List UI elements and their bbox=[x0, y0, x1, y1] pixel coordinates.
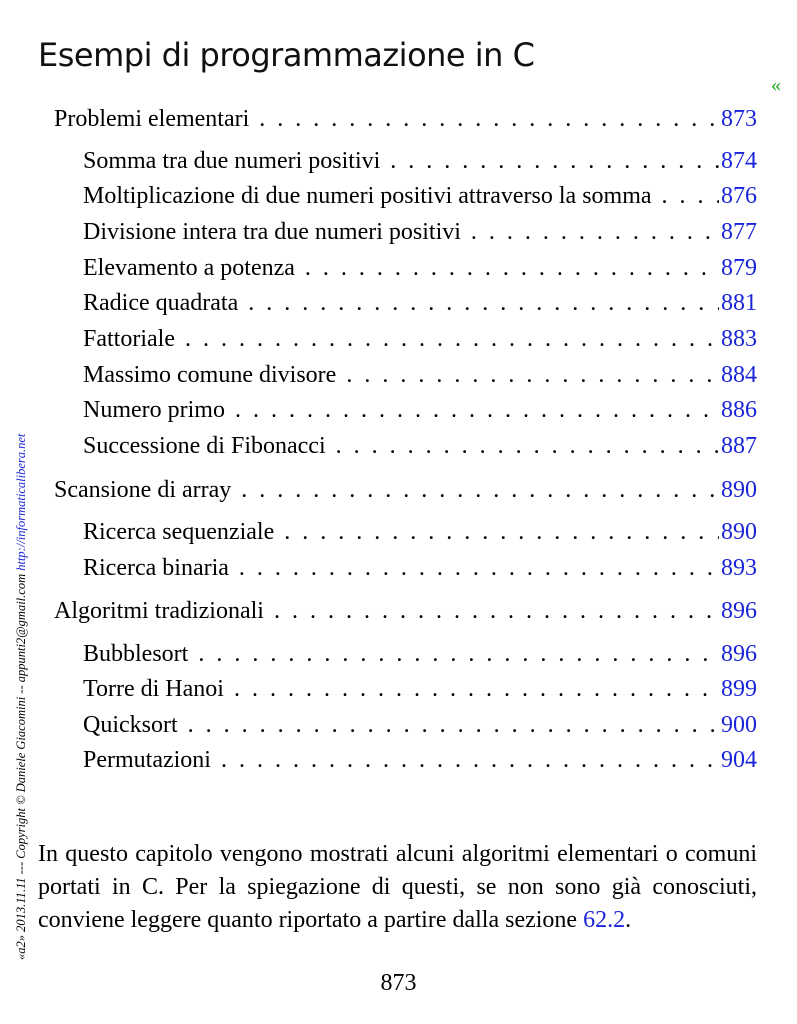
toc-entry-label: Bubblesort bbox=[83, 641, 189, 667]
toc-page-link[interactable]: 881 bbox=[721, 290, 757, 316]
page-number: 873 bbox=[380, 970, 417, 996]
toc-page-link[interactable]: 877 bbox=[721, 219, 757, 245]
toc-entry-bubblesort[interactable] bbox=[83, 639, 757, 669]
toc-page-link[interactable]: 899 bbox=[721, 676, 757, 702]
toc-entry-permutazioni[interactable] bbox=[83, 745, 757, 775]
toc-page-link[interactable]: 893 bbox=[721, 555, 757, 581]
toc-entry-fibonacci[interactable] bbox=[83, 431, 757, 461]
copyright-side-note bbox=[14, 434, 29, 960]
toc-page-link[interactable]: 874 bbox=[721, 148, 757, 174]
toc-entry-label: Massimo comune divisore bbox=[83, 362, 337, 388]
toc-entry-label: Numero primo bbox=[83, 397, 225, 423]
toc-page-link[interactable]: 900 bbox=[721, 712, 757, 738]
toc-entry-label: Ricerca sequenziale bbox=[83, 519, 275, 545]
toc-dot-leader bbox=[198, 639, 719, 669]
toc-entry-divisione-intera[interactable] bbox=[83, 217, 757, 247]
toc-dot-leader bbox=[239, 553, 719, 583]
toc-dot-leader bbox=[185, 324, 719, 354]
toc-entry-scansione-array[interactable] bbox=[54, 475, 757, 505]
toc-dot-leader bbox=[235, 395, 719, 425]
toc-page-link[interactable]: 890 bbox=[721, 519, 757, 545]
website-link[interactable]: http://informaticalibera.net bbox=[14, 433, 28, 571]
toc-entry-numero-primo[interactable] bbox=[83, 395, 757, 425]
toc-entry-torre-hanoi[interactable] bbox=[83, 674, 757, 704]
toc-dot-leader bbox=[336, 431, 719, 461]
toc-page-link[interactable]: 873 bbox=[721, 106, 757, 132]
toc-entry-label: Radice quadrata bbox=[83, 290, 239, 316]
toc-dot-leader bbox=[241, 475, 719, 505]
toc-entry-label: Moltiplicazione di due numeri positivi attraverso la somma bbox=[83, 183, 652, 209]
toc-entry-label: Elevamento a potenza bbox=[83, 255, 295, 281]
toc-entry-quicksort[interactable] bbox=[83, 710, 757, 740]
toc-page-link[interactable]: 883 bbox=[721, 326, 757, 352]
toc-dot-leader bbox=[662, 181, 719, 211]
toc-page-link[interactable]: 904 bbox=[721, 747, 757, 773]
toc-entry-algoritmi-tradizionali[interactable] bbox=[54, 596, 757, 626]
toc-entry-ricerca-binaria[interactable] bbox=[83, 553, 757, 583]
toc-dot-leader bbox=[305, 253, 719, 283]
toc-dot-leader bbox=[259, 104, 719, 134]
toc-entry-massimo-comune-divisore[interactable] bbox=[83, 360, 757, 390]
toc-entry-label: Problemi elementari bbox=[54, 106, 250, 132]
toc-dot-leader bbox=[471, 217, 719, 247]
toc-entry-label: Successione di Fibonacci bbox=[83, 433, 326, 459]
section-link[interactable]: 62.2 bbox=[583, 907, 626, 933]
toc-entry-label: Permutazioni bbox=[83, 747, 211, 773]
toc-dot-leader bbox=[221, 745, 719, 775]
toc-entry-ricerca-sequenziale[interactable] bbox=[83, 517, 757, 547]
toc-entry-label: Algoritmi tradizionali bbox=[54, 598, 264, 624]
toc-dot-leader bbox=[390, 146, 719, 176]
toc-page-link[interactable]: 886 bbox=[721, 397, 757, 423]
toc-entry-label: Quicksort bbox=[83, 712, 178, 738]
copyright-text: «a2» 2013.11.11 --- Copyright © Daniele Giacomini -- appunti2@gmail.com bbox=[14, 570, 28, 960]
toc-entry-fattoriale[interactable] bbox=[83, 324, 757, 354]
toc-dot-leader bbox=[274, 596, 719, 626]
toc-page-link[interactable]: 876 bbox=[721, 183, 757, 209]
back-link[interactable]: « bbox=[771, 74, 781, 96]
toc-entry-label: Somma tra due numeri positivi bbox=[83, 148, 381, 174]
intro-end: . bbox=[625, 907, 632, 933]
toc-entry-moltiplicazione[interactable] bbox=[83, 181, 757, 211]
chapter-title: Esempi di programmazione in C bbox=[38, 36, 535, 74]
toc-page-link[interactable]: 879 bbox=[721, 255, 757, 281]
toc-entry-label: Scansione di array bbox=[54, 477, 232, 503]
toc-entry-label: Torre di Hanoi bbox=[83, 676, 224, 702]
toc-page-link[interactable]: 896 bbox=[721, 641, 757, 667]
intro-paragraph bbox=[38, 838, 757, 937]
toc-page-link[interactable]: 887 bbox=[721, 433, 757, 459]
toc-page-link[interactable]: 890 bbox=[721, 477, 757, 503]
toc-page-link[interactable]: 884 bbox=[721, 362, 757, 388]
intro-text: In questo capitolo vengono mostrati alcuni algoritmi elementari o comuni portati in C. Per la spiegazione di questi, se non sono già conosciuti, conviene leggere quanto riportato a partire dalla sezione bbox=[38, 841, 757, 933]
toc-entry-label: Divisione intera tra due numeri positivi bbox=[83, 219, 461, 245]
toc-entry-radice-quadrata[interactable] bbox=[83, 288, 757, 318]
toc-entry-elevamento-potenza[interactable] bbox=[83, 253, 757, 283]
toc-dot-leader bbox=[284, 517, 719, 547]
toc-page-link[interactable]: 896 bbox=[721, 598, 757, 624]
toc-dot-leader bbox=[234, 674, 719, 704]
toc-dot-leader bbox=[188, 710, 719, 740]
toc-entry-somma[interactable] bbox=[83, 146, 757, 176]
toc-entry-problemi-elementari[interactable] bbox=[54, 104, 757, 134]
toc-dot-leader bbox=[346, 360, 719, 390]
toc-entry-label: Ricerca binaria bbox=[83, 555, 229, 581]
toc-entry-label: Fattoriale bbox=[83, 326, 175, 352]
toc-dot-leader bbox=[248, 288, 719, 318]
